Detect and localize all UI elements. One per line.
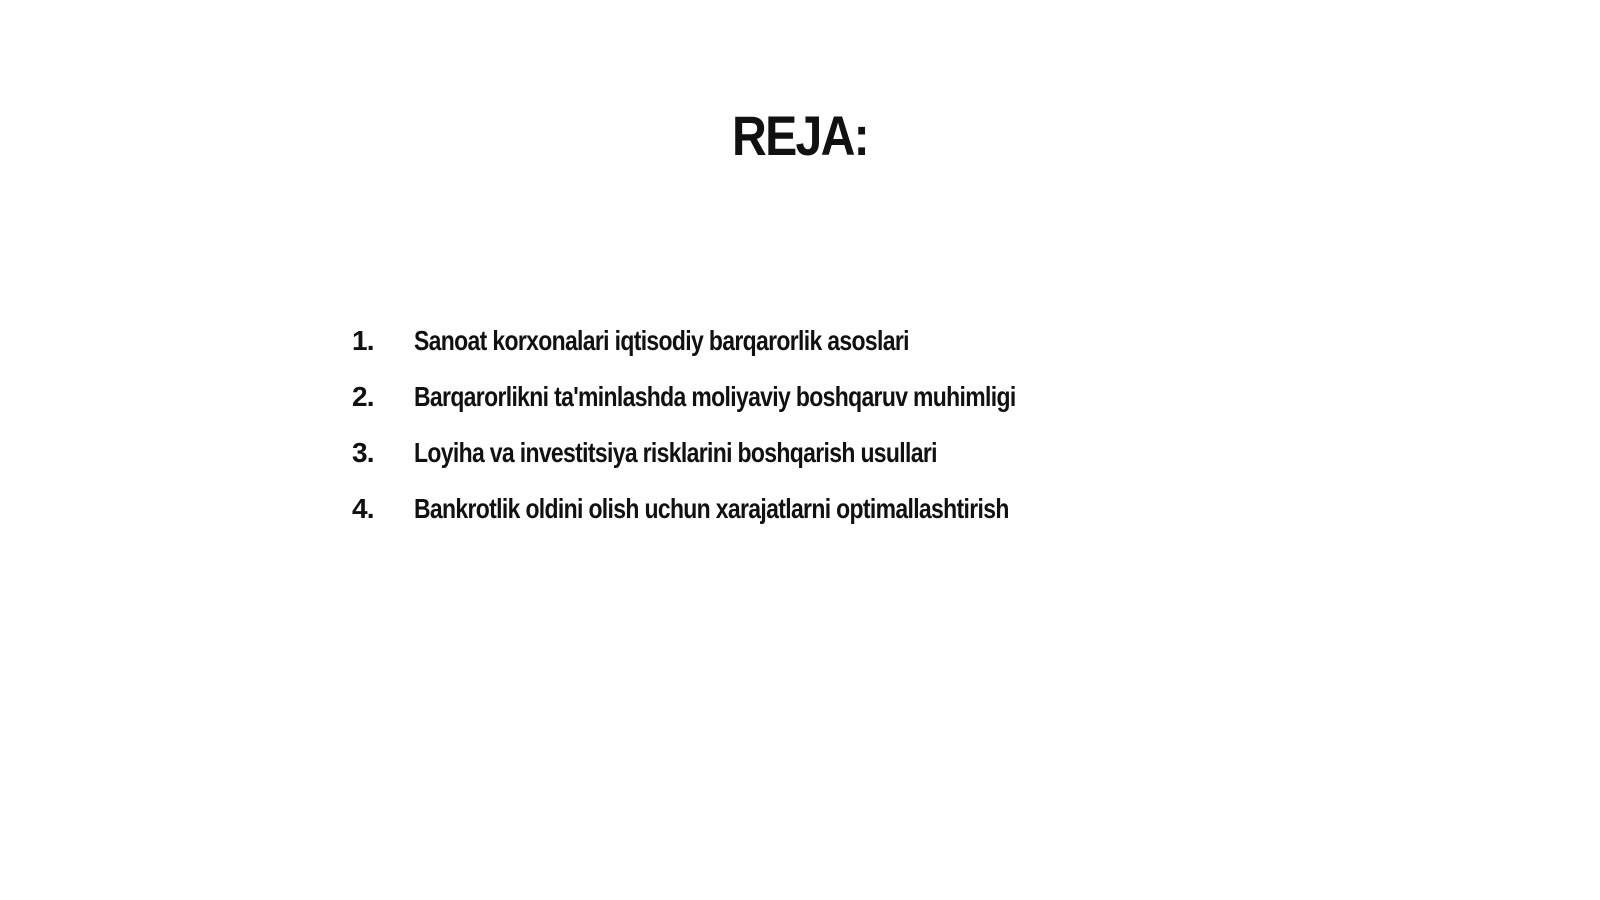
list-item (352, 493, 1252, 549)
list-item-number: 4. (352, 493, 374, 524)
list-item-text: Loyiha va investitsiya risklarini boshqarish usullari (414, 437, 937, 468)
list-item (352, 437, 1252, 493)
list-item-number: 1. (352, 325, 374, 356)
plan-list (352, 325, 1252, 549)
list-item (352, 325, 1252, 381)
list-item-number: 2. (352, 381, 374, 412)
slide-title: REJA: (732, 104, 868, 167)
list-item-text: Bankrotlik oldini olish uchun xarajatlarni optimallashtirish (414, 493, 1009, 524)
list-item-text: Sanoat korxonalari iqtisodiy barqarorlik asoslari (414, 325, 909, 356)
list-item-number: 3. (352, 437, 374, 468)
list-item-text: Barqarorlikni ta'minlashda moliyaviy boshqaruv muhimligi (414, 381, 1016, 412)
list-item (352, 381, 1252, 437)
